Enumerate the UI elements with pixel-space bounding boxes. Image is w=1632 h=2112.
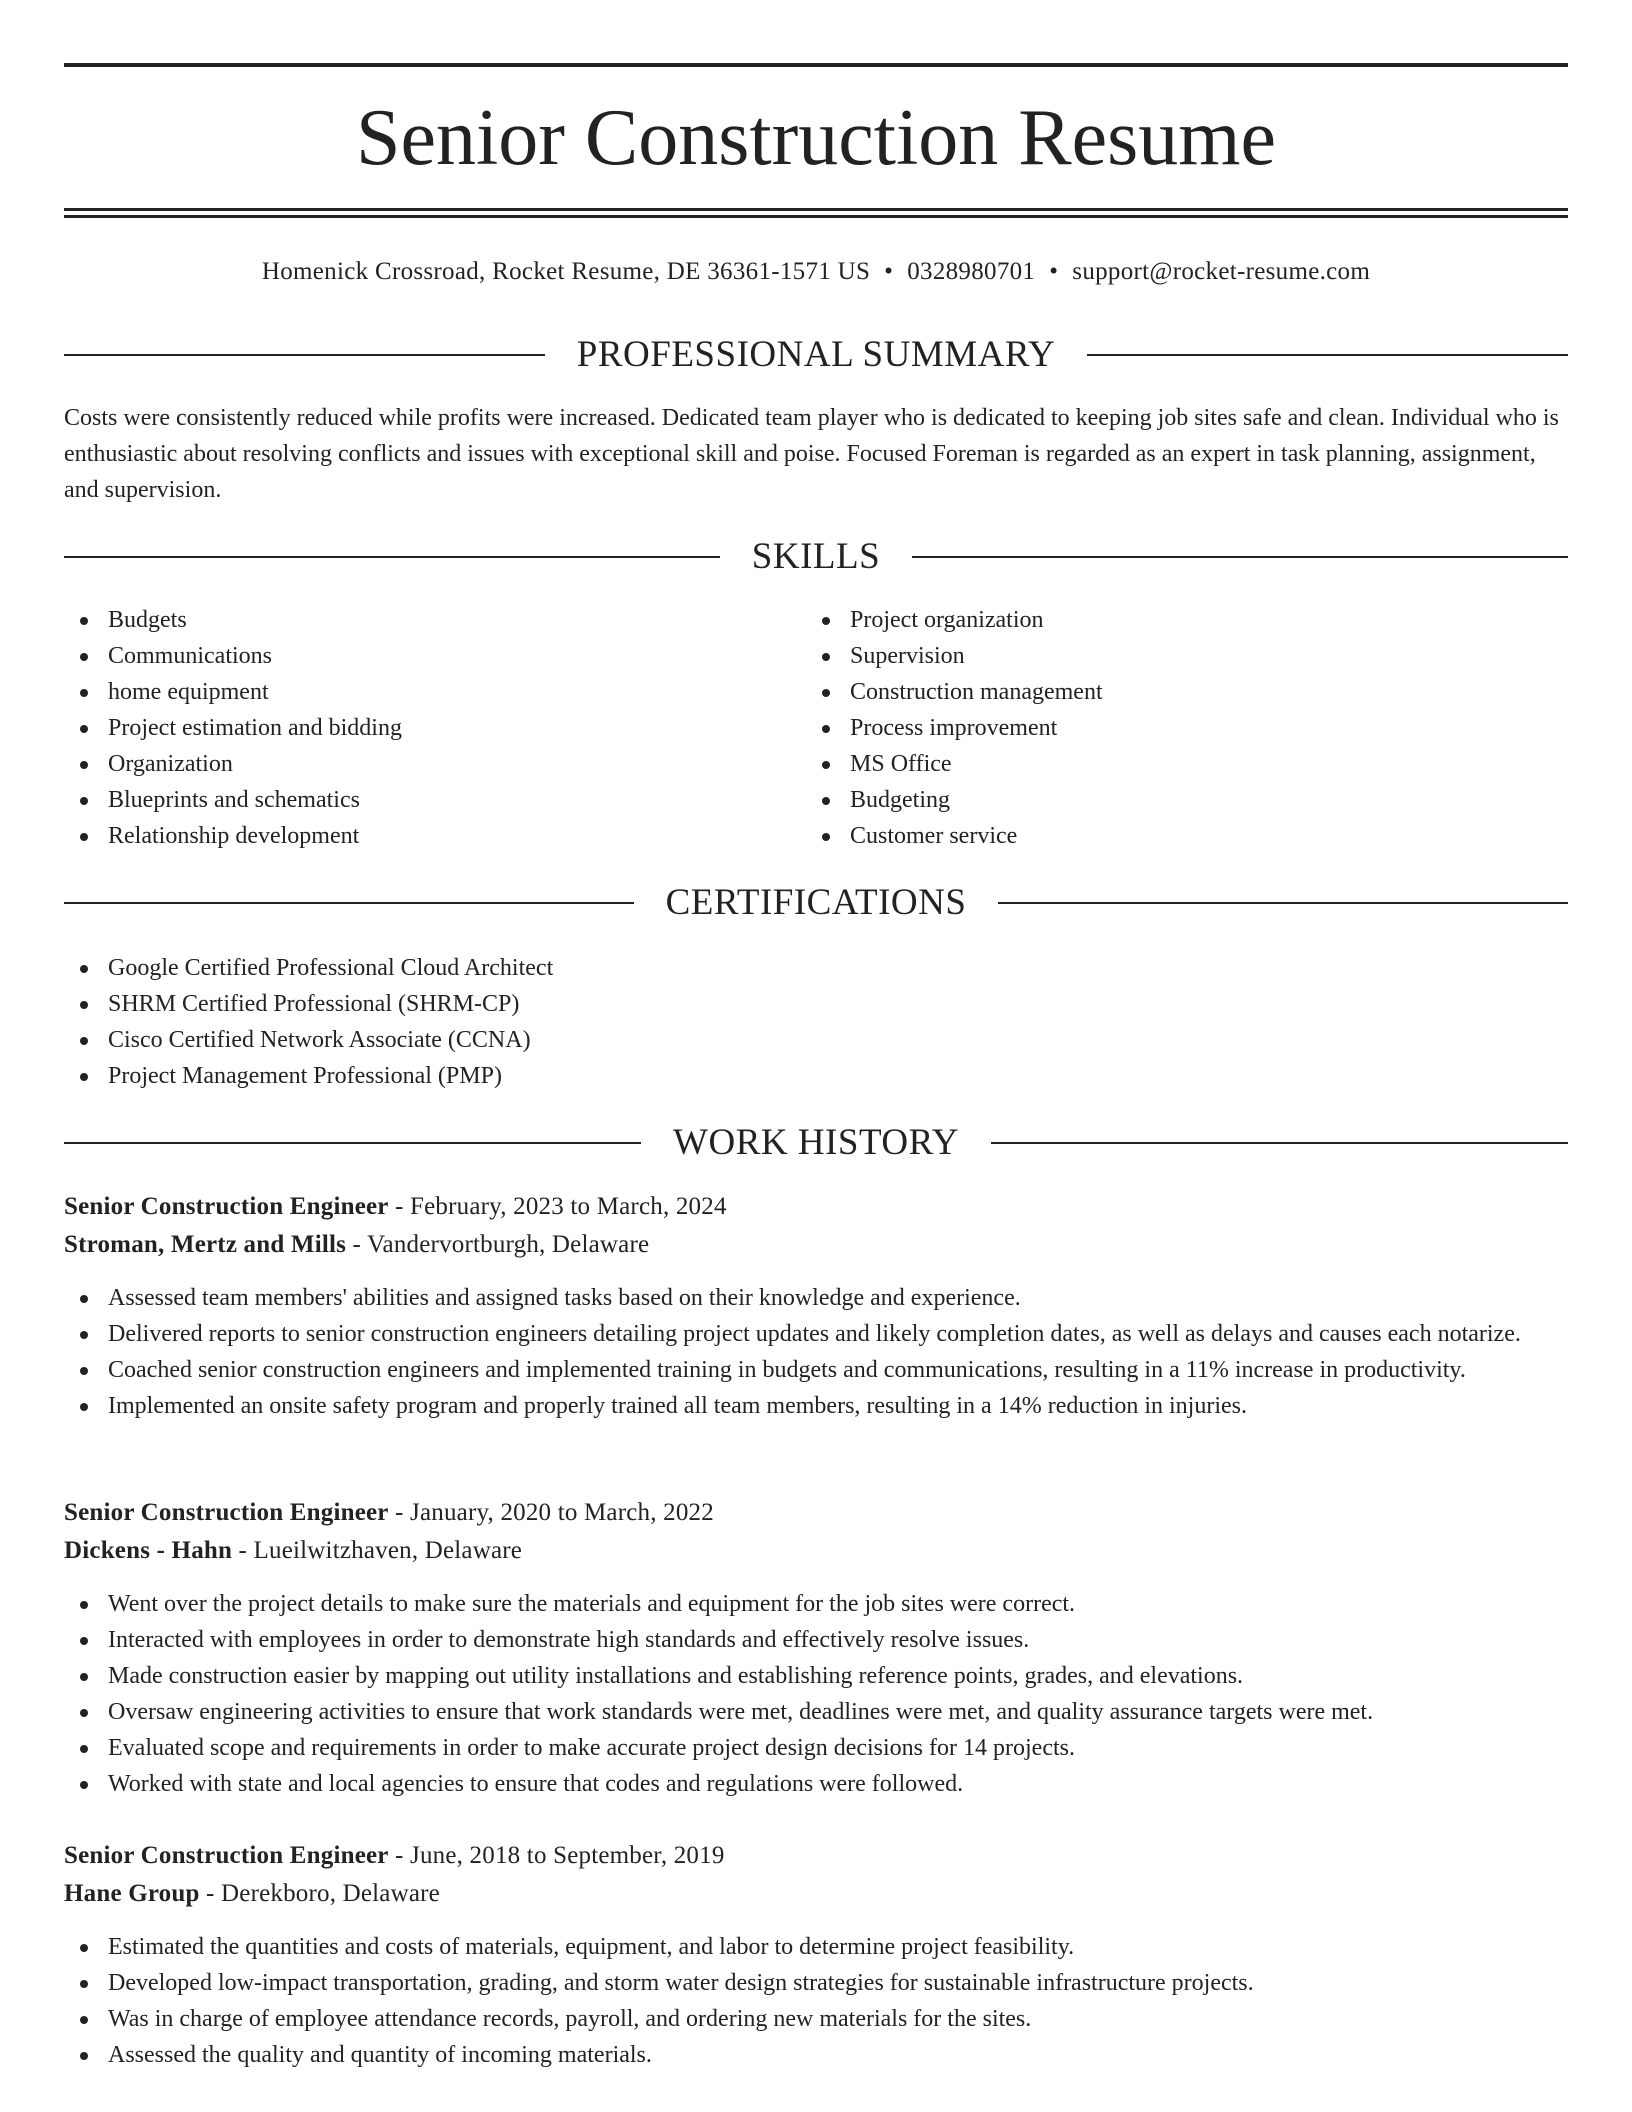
job-entry <box>64 1837 1568 2073</box>
job-bullet: Worked with state and local agencies to ensure that codes and regulations were followed. <box>64 1766 1568 1802</box>
job-bullet: Evaluated scope and requirements in order to make accurate project design decisions for 14 projects. <box>64 1730 1568 1766</box>
skills-list-left <box>64 602 764 854</box>
section-header-summary <box>64 333 1568 377</box>
section-rule <box>64 354 545 356</box>
certification-item: Cisco Certified Network Associate (CCNA) <box>64 1022 1568 1058</box>
title-double-rule <box>64 208 1568 218</box>
job-bullet: Coached senior construction engineers and implemented training in budgets and communications, resulting in a 11% increase in productivity. <box>64 1352 1568 1388</box>
certification-item: Google Certified Professional Cloud Architect <box>64 950 1568 986</box>
section-title: WORK HISTORY <box>673 1122 959 1163</box>
job-title-line <box>64 1188 1568 1226</box>
skill-item: Project organization <box>806 602 1506 638</box>
section-rule <box>998 902 1568 904</box>
skill-item: home equipment <box>64 674 764 710</box>
skill-item: Relationship development <box>64 818 764 854</box>
skill-item: Customer service <box>806 818 1506 854</box>
skills-column-right <box>806 602 1506 854</box>
contact-email[interactable]: support@rocket-resume.com <box>1072 258 1371 285</box>
skill-item: MS Office <box>806 746 1506 782</box>
job-bullet: Went over the project details to make sure the materials and equipment for the job sites were correct. <box>64 1586 1568 1622</box>
skill-item: Budgeting <box>806 782 1506 818</box>
skills-column-left <box>64 602 764 854</box>
job-entry <box>64 1188 1568 1424</box>
job-title-line <box>64 1837 1568 1875</box>
skill-item: Organization <box>64 746 764 782</box>
section-header-certifications <box>64 881 1568 925</box>
job-bullet: Developed low-impact transportation, grading, and storm water design strategies for sustainable infrastructure projects. <box>64 1965 1568 2001</box>
certifications <box>64 950 1568 1094</box>
skill-item: Supervision <box>806 638 1506 674</box>
skill-item: Construction management <box>806 674 1506 710</box>
section-header-work-history <box>64 1121 1568 1165</box>
section-rule <box>64 1142 641 1144</box>
job-location: - Lueilwitzhaven, Delaware <box>232 1537 523 1564</box>
contact-phone[interactable]: 0328980701 <box>907 258 1036 285</box>
contact-address: Homenick Crossroad, Rocket Resume, DE 36361-1571 US <box>261 258 871 285</box>
job-bullet: Made construction easier by mapping out utility installations and establishing reference points, grades, and elevations. <box>64 1658 1568 1694</box>
certification-item: Project Management Professional (PMP) <box>64 1058 1568 1094</box>
job-dates: - June, 2018 to September, 2019 <box>388 1842 725 1869</box>
job-location: - Derekboro, Delaware <box>199 1880 440 1907</box>
job-bullet: Delivered reports to senior construction engineers detailing project updates and likely completion dates, as well as delays and causes each notarize. <box>64 1316 1568 1352</box>
contact-separator: • <box>884 258 894 285</box>
job-dates: - February, 2023 to March, 2024 <box>388 1193 727 1220</box>
job-bullet: Assessed team members' abilities and assigned tasks based on their knowledge and experience. <box>64 1280 1568 1316</box>
section-rule <box>912 556 1568 558</box>
job-company-line <box>64 1226 1568 1264</box>
job-title: Senior Construction Engineer <box>64 1193 389 1220</box>
job-bullet: Implemented an onsite safety program and properly trained all team members, resulting in a 14% reduction in injuries. <box>64 1388 1568 1424</box>
professional-summary-text: Costs were consistently reduced while profits were increased. Dedicated team player who is dedicated to keeping job sites safe and clean. Individual who is enthusiastic about resolving conflicts and issues with exceptional skill and poise. Focused Foreman is regarded as an expert in task planning, assignment, and supervision. <box>64 405 1559 503</box>
section-rule <box>991 1142 1568 1144</box>
skill-item: Process improvement <box>806 710 1506 746</box>
section-rule <box>1087 354 1568 356</box>
certifications-list <box>64 950 1568 1094</box>
job-company: Stroman, Mertz and Mills <box>64 1231 347 1258</box>
job-bullets <box>64 1280 1568 1424</box>
skills-list-right <box>806 602 1506 854</box>
skill-item: Budgets <box>64 602 764 638</box>
job-bullets <box>64 1586 1568 1802</box>
certification-item: SHRM Certified Professional (SHRM-CP) <box>64 986 1568 1022</box>
job-title: Senior Construction Engineer <box>64 1842 389 1869</box>
skill-item: Blueprints and schematics <box>64 782 764 818</box>
contact-separator: • <box>1049 258 1059 285</box>
job-company-line <box>64 1532 1568 1570</box>
job-company: Dickens - Hahn <box>64 1537 233 1564</box>
contact-line <box>64 255 1568 289</box>
job-bullet: Estimated the quantities and costs of materials, equipment, and labor to determine project feasibility. <box>64 1929 1568 1965</box>
resume-title: Senior Construction Resume <box>356 94 1276 182</box>
job-bullets <box>64 1929 1568 2073</box>
section-rule <box>64 556 720 558</box>
section-title: PROFESSIONAL SUMMARY <box>576 334 1056 375</box>
job-location: - Vandervortburgh, Delaware <box>346 1231 650 1258</box>
job-title-line <box>64 1494 1568 1532</box>
job-bullet: Interacted with employees in order to demonstrate high standards and effectively resolve issues. <box>64 1622 1568 1658</box>
section-title: CERTIFICATIONS <box>665 882 967 923</box>
skill-item: Project estimation and bidding <box>64 710 764 746</box>
job-dates: - January, 2020 to March, 2022 <box>388 1499 714 1526</box>
skill-item: Communications <box>64 638 764 674</box>
job-bullet: Oversaw engineering activities to ensure that work standards were met, deadlines were met, and quality assurance targets were met. <box>64 1694 1568 1730</box>
section-header-skills <box>64 535 1568 579</box>
job-bullet: Was in charge of employee attendance records, payroll, and ordering new materials for the sites. <box>64 2001 1568 2037</box>
top-rule <box>64 63 1568 67</box>
section-title: SKILLS <box>751 536 881 577</box>
job-bullet: Assessed the quality and quantity of incoming materials. <box>64 2037 1568 2073</box>
section-rule <box>64 902 634 904</box>
job-entry <box>64 1494 1568 1802</box>
job-company: Hane Group <box>64 1880 200 1907</box>
job-company-line <box>64 1875 1568 1913</box>
job-title: Senior Construction Engineer <box>64 1499 389 1526</box>
